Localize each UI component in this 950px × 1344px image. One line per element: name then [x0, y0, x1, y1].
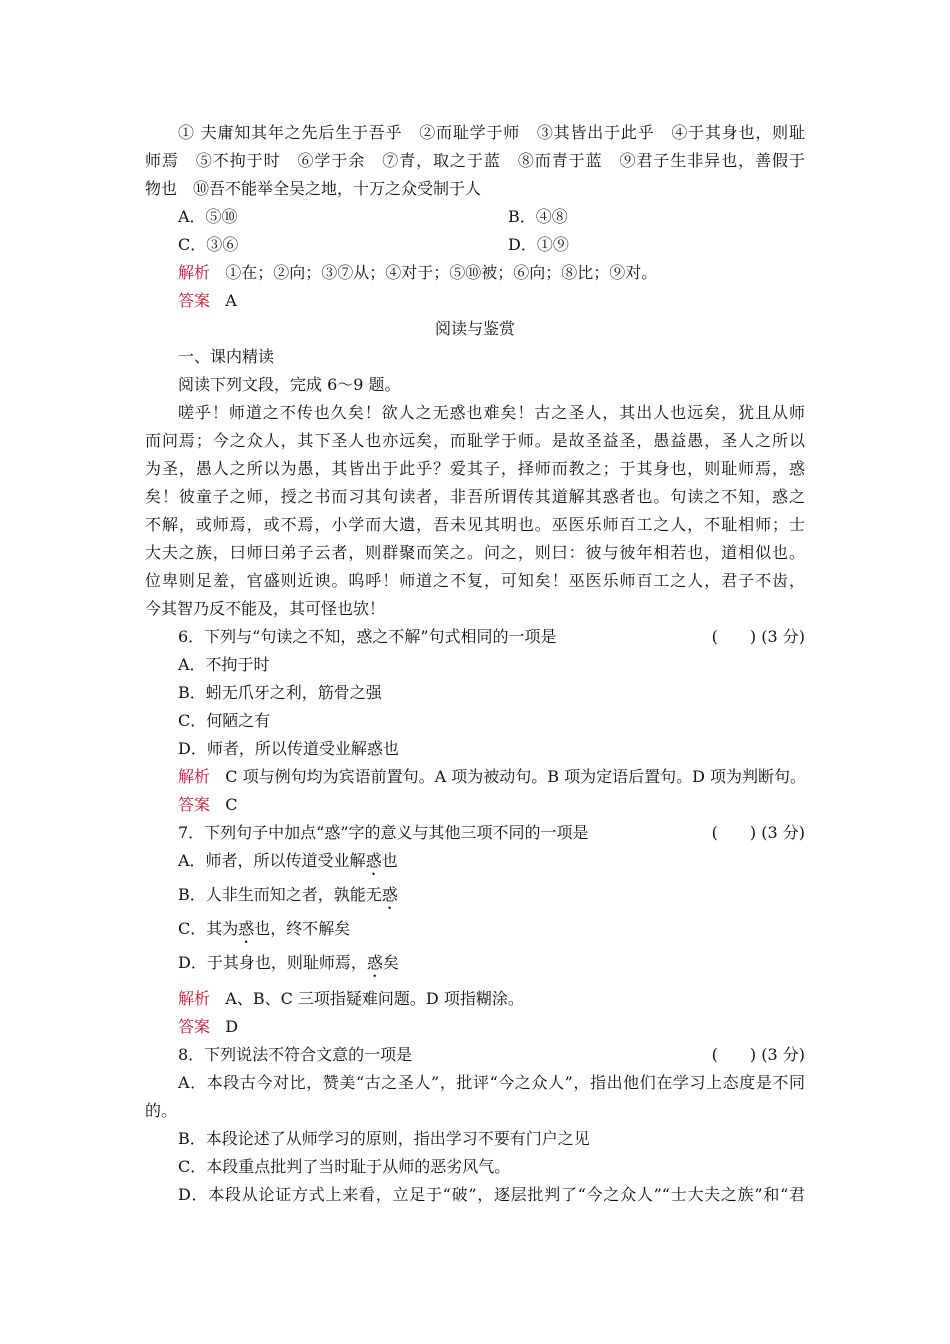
- dotted-character: 惑: [238, 919, 255, 938]
- dotted-character: 惑: [381, 885, 398, 904]
- q5-text-line-2: 师焉 ⑤不拘于时 ⑥学于余 ⑦青，取之于蓝 ⑧而青于蓝 ⑨君子生非异也，善假于: [145, 151, 805, 170]
- q8-option-b: B．本段论述了从师学习的原则，指出学习不要有门户之见: [178, 1129, 590, 1148]
- answer-text: A: [225, 291, 237, 310]
- passage-line: 大夫之族，曰师曰弟子云者，则群聚而笑之。问之，则曰：彼与彼年相若也，道相似也。: [145, 543, 805, 562]
- q8-option-c: C．本段重点批判了当时耻于从师的恶劣风气。: [178, 1157, 511, 1176]
- q5-option-d: D．①⑨: [508, 235, 569, 254]
- q8-stem-row: [178, 1044, 805, 1066]
- analysis-label: 解析: [178, 767, 211, 786]
- section-title: 阅读与鉴赏: [434, 319, 515, 338]
- q5-options-row-2: [178, 234, 805, 256]
- q7-option-d: [178, 952, 805, 981]
- reading-instruction: 阅读下列文段，完成 6～9 题。: [178, 375, 401, 394]
- q5-answer: [178, 290, 805, 312]
- option-text: C．其为: [178, 919, 239, 938]
- q7-answer: [178, 1016, 805, 1038]
- q6-analysis: [178, 766, 805, 788]
- analysis-text: A、B、C 三项指疑难问题。D 项指糊涂。: [225, 989, 524, 1008]
- answer-label: 答案: [178, 1017, 211, 1036]
- q5-text-line-1: ① 夫庸知其年之先后生于吾乎 ②而耻学于师 ③其皆出于此乎 ④于其身也，则耻: [178, 123, 805, 142]
- q6-answer: [178, 794, 805, 816]
- option-text: 也，终不解矣: [254, 919, 351, 938]
- dotted-character: 惑: [365, 851, 382, 870]
- q6-stem: 6．下列与“句读之不知，惑之不解”句式相同的一项是: [178, 627, 557, 646]
- q7-stem-row: [178, 822, 805, 844]
- passage-line: 而问焉；今之众人，其下圣人也亦远矣，而耻学于师。是故圣益圣，愚益愚，圣人之所以: [145, 431, 805, 450]
- option-text: A．师者，所以传道受业解: [178, 851, 366, 870]
- q7-option-c: [178, 918, 805, 947]
- q6-option-d: D．师者，所以传道受业解惑也: [178, 739, 399, 758]
- answer-label: 答案: [178, 795, 211, 814]
- option-text: 矣: [382, 953, 399, 972]
- q6-option-b: B．蚓无爪牙之利，筋骨之强: [178, 683, 382, 702]
- q8-points: ( ) (3 分): [711, 1045, 805, 1064]
- option-text: B．人非生而知之者，孰能无: [178, 885, 382, 904]
- answer-text: D: [225, 1017, 239, 1036]
- passage-line: 今其智乃反不能及，其可怪也欤！: [145, 599, 386, 618]
- q7-points: ( ) (3 分): [711, 823, 805, 842]
- q5-analysis: [178, 262, 805, 284]
- q7-analysis: [178, 988, 805, 1010]
- q5-text-line-3: 物也 ⑩吾不能举全吴之地，十万之众受制于人: [145, 179, 482, 198]
- passage-line: 不解，或师焉，或不焉，小学而大遗，吾未见其明也。巫医乐师百工之人，不耻相师；士: [145, 515, 805, 534]
- option-text: 也: [381, 851, 398, 870]
- q6-points: ( ) (3 分): [711, 627, 805, 646]
- q6-option-a: A．不拘于时: [178, 655, 270, 674]
- option-text: D．于其身也，则耻师焉，: [178, 953, 367, 972]
- q8-stem: 8．下列说法不符合文意的一项是: [178, 1045, 413, 1064]
- q8-option-a-line-2: 的。: [145, 1101, 178, 1120]
- q5-options-row-1: [178, 206, 805, 228]
- answer-label: 答案: [178, 291, 211, 310]
- subsection-title: 一、课内精读: [178, 347, 275, 366]
- q5-option-b: B．④⑧: [508, 207, 568, 226]
- passage-line: 位卑则足羞，官盛则近谀。呜呼！师道之不复，可知矣！巫医乐师百工之人，君子不齿，: [145, 571, 805, 590]
- passage-line: 嗟乎！师道之不传也久矣！欲人之无惑也难矣！古之圣人，其出人也远矣，犹且从师: [178, 403, 805, 422]
- q8-option-a-line-1: A．本段古今对比，赞美“古之圣人”，批评“今之众人”，指出他们在学习上态度是不同: [178, 1073, 805, 1092]
- analysis-text: ①在；②向；③⑦从；④对于；⑤⑩被；⑥向；⑧比；⑨对。: [225, 263, 658, 282]
- analysis-text: C 项与例句均为宾语前置句。A 项为被动句。B 项为定语后置句。D 项为判断句。: [225, 767, 807, 786]
- q7-option-b: [178, 884, 805, 913]
- passage-line: 矣！彼童子之师，授之书而习其句读者，非吾所谓传其道解其惑者也。句读之不知，惑之: [145, 487, 805, 506]
- q7-option-a: [178, 850, 805, 879]
- q5-option-c: C．③⑥: [178, 235, 239, 254]
- q8-option-d: D．本段从论证方式上来看，立足于“破”，逐层批判了“今之众人”“士大夫之族”和“君: [178, 1185, 805, 1204]
- q5-option-a: A．⑤⑩: [178, 207, 238, 226]
- analysis-label: 解析: [178, 989, 211, 1008]
- q6-stem-row: [178, 626, 805, 648]
- q6-option-c: C．何陋之有: [178, 711, 271, 730]
- passage-line: 为圣，愚人之所以为愚，其皆出于此乎？爱其子，择师而教之；于其身也，则耻师焉，惑: [145, 459, 805, 478]
- dotted-character: 惑: [366, 953, 383, 972]
- analysis-label: 解析: [178, 263, 211, 282]
- q7-stem: 7．下列句子中加点“惑”字的意义与其他三项不同的一项是: [178, 823, 589, 842]
- answer-text: C: [225, 795, 238, 814]
